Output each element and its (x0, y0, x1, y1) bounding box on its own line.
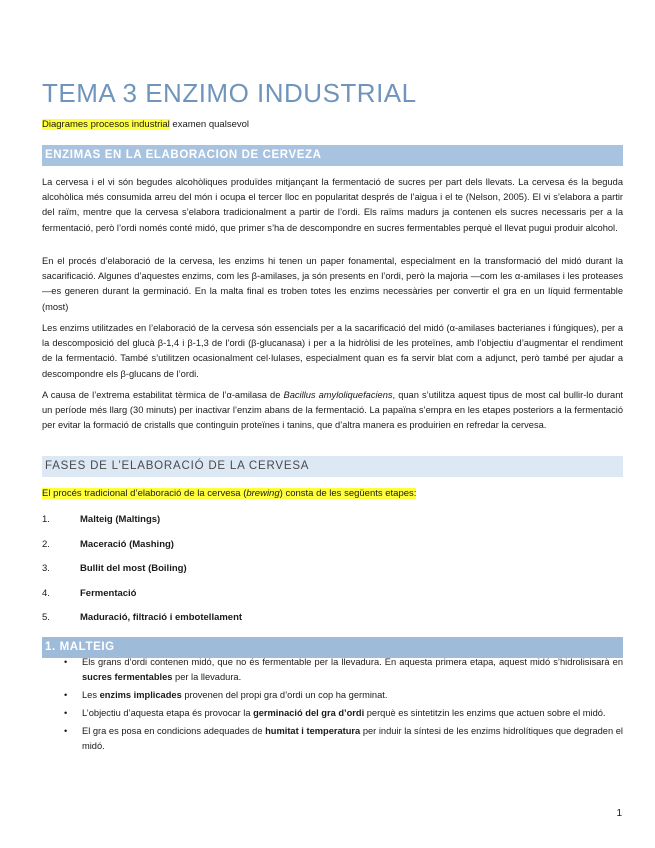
step-number: 3. (42, 563, 50, 574)
list-item (42, 706, 623, 721)
bullet-icon: • (64, 657, 68, 667)
bullet-text: El gra es posa en condicions adequades de (82, 726, 266, 736)
paragraph-4-text: A causa de l’extrema estabilitat tèrmica de l’α-amilasa de (42, 390, 284, 400)
step-label: Bullit del most (Boiling) (80, 563, 187, 574)
malteig-bullet-list (42, 655, 623, 757)
list-item (42, 688, 623, 703)
page-title: TEMA 3 ENZIMO INDUSTRIAL (42, 78, 417, 108)
step-number: 5. (42, 612, 50, 623)
bullet-text-end: provenen del propi gra d’ordi un cop ha germinat. (181, 690, 388, 700)
section-heading-enzimas: ENZIMAS EN LA ELABORACION DE CERVEZA (42, 145, 623, 166)
page-number: 1 (616, 808, 622, 819)
step-number: 2. (42, 539, 50, 550)
exam-note (42, 119, 249, 130)
intro-text-end: ) consta de les següents etapes: (279, 488, 417, 499)
bullet-icon: • (64, 726, 68, 736)
bullet-bold: sucres fermentables (82, 672, 173, 682)
bullet-bold: germinació del gra d’ordi (253, 708, 365, 718)
list-item (42, 655, 623, 685)
bullet-icon: • (64, 708, 68, 718)
paragraph-3: Les enzims utilitzades en l’elaboració de la cervesa són essencials per a la sacarificació del midó (α-amilases bacterianes i fúngiques), per a la descomposició del glucà β-1,4 i β-1,3 de l’ordi (β-glucanasa) i per a la hidròlisi de les proteïnes, amb l’objectiu d’augmentar el rendiment de la fermentació. També s’utilitzen ocasionalment cel·lulases, especialment quan es fa servir blat com a adjunct, però també per ajudar a descompondre els β-glucans de l’ordi. (42, 323, 623, 379)
highlighted-note: Diagrames procesos industrial (42, 119, 170, 130)
paragraph-4 (42, 388, 623, 434)
paragraph-1: La cervesa i el vi són begudes alcohòliques produïdes mitjançant la fermentació de sucres per part dels llevats. La cervesa és la beguda alcohòlica més consumida arreu del món i ocupa el tercer lloc en popularitat després de l’aigua i el te (Nelson, 2005). El vi s’elabora a partir del raïm, mentre que la cervesa s’elabora tradicionalment a partir de l’ordi. Els raïms madurs ja contenen els sucres necessaris per a la fermentació, però l’ordi només conté midó, que primer s’ha de descompondre en sucres fermentables perquè el llevat pugui produir alcohol. (42, 177, 623, 233)
paragraph-4-text-cont: , quan s’utilitza aquest tipus de most cal bullir-lo durant un període més llarg (30 minuts) per inactivar l’enzim abans de la fermentació. La papaïna s’empra en les etapes posteriors a la fermentació per evitar la formació de cristalls que continguin proteïnes i tanins, que d’altra manera es produirien en refredar la cervesa. (42, 390, 623, 431)
section-heading-fases: FASES DE L’ELABORACIÓ DE LA CERVESA (42, 456, 623, 477)
bullet-icon: • (64, 690, 68, 700)
intro-highlight (42, 488, 416, 499)
bullet-text-end: perquè es sintetitzin les enzims que actuen sobre el midó. (364, 708, 606, 718)
bullet-text-end: per induir la síntesi de les enzims hidrolítiques que degraden el midó. (82, 726, 623, 751)
paragraph-2: En el procés d’elaboració de la cervesa, les enzims hi tenen un paper fonamental, especialment en la transformació del midó durant la sacarificació. Algunes d’aquestes enzims, com les β-amilases, ja són presents en l’ordi, però la majoria —com les α-amilases i les proteases—es generen durant la germinació. En la malta final es troben totes les enzims necessàries per convertir el gra en un líquid fermentable (most) (42, 256, 623, 312)
note-rest: examen qualsevol (169, 119, 249, 130)
bullet-bold: enzims implicades (99, 690, 182, 700)
section-heading-malteig: 1. MALTEIG (42, 637, 623, 658)
intro-text: El procés tradicional d’elaboració de la cervesa ( (42, 488, 247, 499)
intro-italic: brewing (246, 488, 280, 499)
step-number: 4. (42, 588, 50, 599)
step-label: Fermentació (80, 588, 137, 599)
steps-intro (42, 488, 416, 499)
bullet-text: Les (82, 690, 100, 700)
step-label: Malteig (Maltings) (80, 514, 161, 525)
step-number: 1. (42, 514, 50, 525)
bullet-text: Els grans d’ordi contenen midó, que no és fermentable per la llevadura. En aquesta primera etapa, aquest midó s’hidrolisisarà en (82, 657, 623, 667)
step-label: Maceració (Mashing) (80, 539, 174, 550)
bullet-text-end: per la llevadura. (172, 672, 242, 682)
species-name: Bacillus amyloliquefaciens (283, 390, 393, 400)
bullet-bold: humitat i temperatura (265, 726, 361, 736)
list-item (42, 724, 623, 754)
step-label: Maduració, filtració i embotellament (80, 612, 243, 623)
bullet-text: L’objectiu d’aquesta etapa és provocar la (82, 708, 254, 718)
